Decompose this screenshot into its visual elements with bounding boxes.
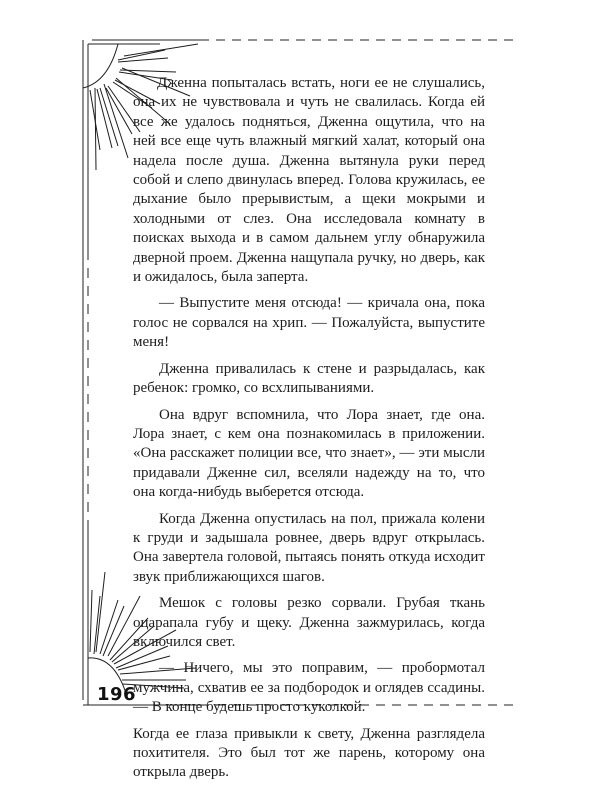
paragraph-7: — Ничего, мы это поправим, — пробормотал мужчина, схватив ее за подбородок и оглядев ссадины. — В конце будешь просто куколкой. xyxy=(133,660,485,716)
page-text-body xyxy=(133,74,485,790)
paragraph-5: Когда Дженна опустилась на пол, прижала колени к груди и задышала ровнее, дверь вдруг открылась. Она завертела головой, пытаясь понять откуда исходит звук приближающихся шагов. xyxy=(133,510,485,585)
paragraph-6: Мешок с головы резко сорвали. Грубая ткань оцарапала губу и щеку. Дженна зажмурилась, когда включился свет. xyxy=(133,595,485,650)
page-number: 196 xyxy=(97,684,137,705)
paragraph-3: Дженна привалилась к стене и разрыдалась, как ребенок: громко, со всхлипываниями. xyxy=(133,360,485,397)
paragraph-1: Дженна попыталась встать, ноги ее не слушались, она их не чувствовала и чуть не свалилась. Когда ей все же удалось подняться, Дженна ощутила, что на ней все еще чуть влажный мягкий халат, который она надела после душа. Дженна вытянула руки перед собой и слепо двинулась вперед. Голова кружилась, ее дыхание было прерывистым, а щеки мокрыми и холодными от слез. Она исследовала комнату в поисках выхода и в самом дальнем углу обнаружила дверной проем. Дженна нащупала ручку, но дверь, как и ожидалось, была заперта. xyxy=(133,75,485,286)
paragraph-8: Когда ее глаза привыкли к свету, Дженна разглядела похитителя. Это был тот же парень, которому она открыла дверь. xyxy=(133,725,485,781)
paragraph-2: — Выпустите меня отсюда! — кричала она, пока голос не сорвался на хрип. — Пожалуйста, выпустите меня! xyxy=(133,295,485,351)
paragraph-4: Она вдруг вспомнила, что Лора знает, где она. Лора знает, с кем она познакомилась в приложении. «Она расскажет полиции все, что знает», — эти мысли придавали Дженне сил, вселяли надежду на то, что она когда-нибудь выберется отсюда. xyxy=(133,406,485,501)
